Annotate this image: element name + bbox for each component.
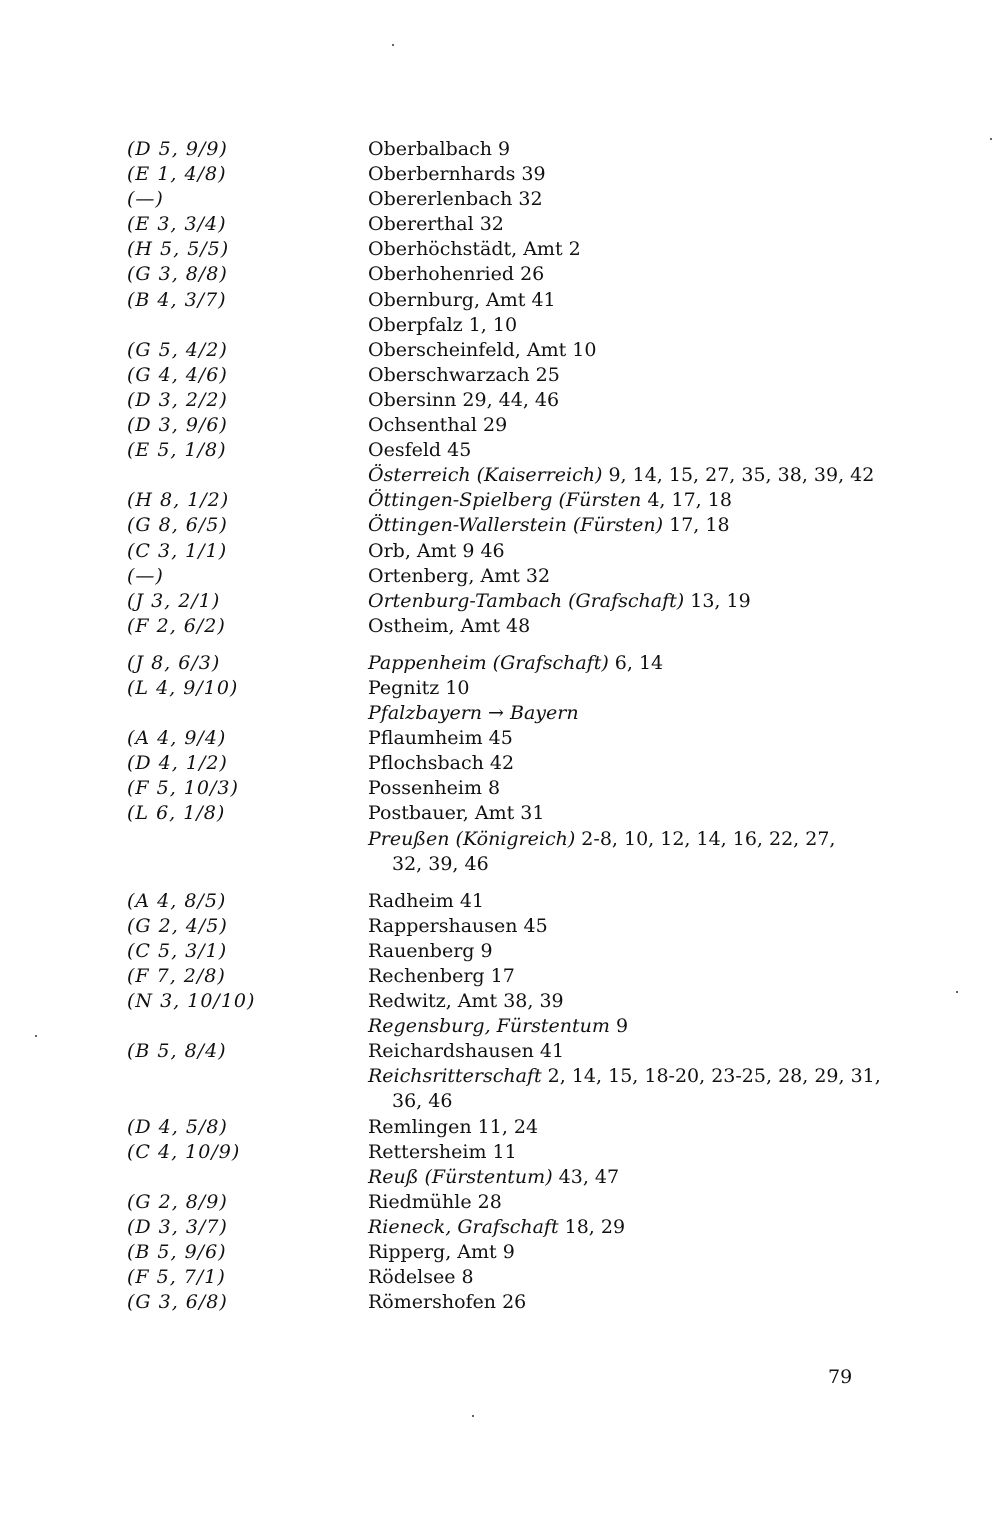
entry-name: Oberscheinfeld, Amt 10 [368, 338, 597, 361]
entry-name [368, 651, 663, 676]
entry-name: Ripperg, Amt 9 [368, 1241, 515, 1264]
entry-page-refs: 4, 17, 18 [641, 489, 732, 512]
index-entry [0, 1064, 1000, 1089]
index-entry [0, 237, 1000, 262]
map-reference: (N 3, 10/10) [127, 990, 256, 1013]
entry-name [368, 463, 874, 488]
index-entry [0, 1115, 1000, 1140]
entry-name: Remlingen 11, 24 [368, 1115, 539, 1138]
map-reference: (G 4, 4/6) [127, 363, 228, 386]
map-reference: (E 3, 3/4) [127, 213, 227, 236]
entry-name-italic: Regensburg, Fürstentum [368, 1015, 610, 1038]
index-entry [0, 889, 1000, 914]
entry-name: Obersinn 29, 44, 46 [368, 388, 560, 411]
entry-name: Oberbernhards 39 [368, 163, 546, 186]
entry-name [368, 488, 732, 513]
map-reference: (G 3, 6/8) [127, 1291, 228, 1314]
index-entry [0, 1165, 1000, 1190]
index-entry [0, 539, 1000, 564]
map-reference: (D 3, 3/7) [127, 1215, 228, 1238]
index-entry [0, 363, 1000, 388]
entry-name-italic: Reuß (Fürstentum) [368, 1165, 553, 1188]
entry-name: Orb, Amt 9 46 [368, 539, 505, 562]
entry-page-refs: 43, 47 [552, 1165, 620, 1188]
entry-page-refs: 9, 14, 15, 27, 35, 38, 39, 42 [602, 464, 875, 487]
map-reference: (B 5, 8/4) [127, 1040, 227, 1063]
index-entry [0, 564, 1000, 589]
index-entry [0, 751, 1000, 776]
entry-name: Ostheim, Amt 48 [368, 614, 531, 637]
entry-page-refs: 2-8, 10, 12, 14, 16, 22, 27, [575, 827, 836, 850]
entry-name [368, 1165, 619, 1190]
entry-name: Oberhöchstädt, Amt 2 [368, 238, 581, 261]
index-entry [0, 651, 1000, 676]
entry-name-italic: Ortenburg-Tambach (Grafschaft) [368, 589, 685, 612]
index-entry [0, 187, 1000, 212]
index-entry [0, 1140, 1000, 1165]
entry-name-italic: Reichsritterschaft [368, 1065, 542, 1088]
index-entry [0, 1014, 1000, 1039]
map-reference: (D 3, 9/6) [127, 414, 228, 437]
index-entry [0, 1290, 1000, 1315]
map-reference: (—) [127, 188, 164, 211]
index-entry [0, 676, 1000, 701]
entry-name: Rödelsee 8 [368, 1266, 474, 1289]
map-reference: (—) [127, 564, 164, 587]
entry-name: Ortenberg, Amt 32 [368, 564, 551, 587]
index-entry [0, 939, 1000, 964]
entry-name: Rechenberg 17 [368, 965, 515, 987]
entry-name: Oberpfalz 1, 10 [368, 313, 518, 336]
entry-name: Pegnitz 10 [368, 676, 470, 699]
entry-name: Riedmühle 28 [368, 1190, 502, 1213]
entry-name [368, 1064, 881, 1089]
map-reference: (J 8, 6/3) [127, 651, 221, 674]
entry-continuation: 36, 46 [392, 1090, 453, 1113]
entry-name-italic: Rieneck, Grafschaft [368, 1215, 559, 1238]
entry-name: Obererlenbach 32 [368, 188, 543, 211]
index-entry [0, 726, 1000, 751]
entry-name-italic: Österreich (Kaiserreich) [368, 464, 603, 487]
map-reference: (L 6, 1/8) [127, 802, 226, 825]
entry-name: Römershofen 26 [368, 1291, 527, 1314]
index-entry [0, 1240, 1000, 1265]
speck-dot [472, 1415, 474, 1417]
index-entry [0, 338, 1000, 363]
speck-dot [392, 44, 394, 46]
entry-name: Obernburg, Amt 41 [368, 288, 556, 311]
map-reference: (C 3, 1/1) [127, 539, 228, 562]
index-entry [0, 776, 1000, 801]
map-reference: (A 4, 8/5) [127, 889, 227, 912]
index-entry [0, 964, 1000, 989]
map-reference: (H 5, 5/5) [127, 238, 230, 261]
entry-page-refs: 2, 14, 15, 18-20, 23-25, 28, 29, 31, [541, 1065, 881, 1088]
entry-name: Obererthal 32 [368, 213, 504, 236]
index-entry [0, 801, 1000, 826]
index-entry [0, 1265, 1000, 1290]
entry-name-italic: Öttingen-Wallerstein (Fürsten) [368, 514, 664, 537]
entry-continuation: 32, 39, 46 [392, 852, 489, 875]
entry-page-refs: 6, 14 [608, 651, 664, 674]
entry-name: Possenheim 8 [368, 777, 501, 800]
entry-name: Rauenberg 9 [368, 939, 493, 962]
index-entry [0, 162, 1000, 187]
map-reference: (D 5, 9/9) [127, 138, 228, 160]
map-reference: (C 5, 3/1) [127, 939, 228, 962]
entry-name: Ochsenthal 29 [368, 414, 508, 437]
entry-name: Pflochsbach 42 [368, 752, 515, 775]
index-entry [0, 1039, 1000, 1064]
index-entry [0, 852, 1000, 877]
map-reference: (F 7, 2/8) [127, 965, 226, 987]
map-reference: (A 4, 9/4) [127, 727, 227, 750]
index-entry [0, 914, 1000, 939]
map-reference: (G 2, 8/9) [127, 1190, 228, 1213]
index-entry [0, 989, 1000, 1014]
map-reference: (C 4, 10/9) [127, 1140, 241, 1163]
entry-name: Redwitz, Amt 38, 39 [368, 990, 564, 1013]
index-entry [0, 388, 1000, 413]
map-reference: (D 4, 5/8) [127, 1115, 228, 1138]
map-reference: (B 4, 3/7) [127, 288, 227, 311]
entry-name: Oesfeld 45 [368, 439, 472, 462]
entry-name: Oberschwarzach 25 [368, 363, 560, 386]
entry-name [368, 1215, 625, 1240]
entry-page-refs: 17, 18 [663, 514, 730, 537]
entry-name: Rettersheim 11 [368, 1140, 517, 1163]
index-entry [0, 701, 1000, 726]
index-entry [0, 1215, 1000, 1240]
map-reference: (L 4, 9/10) [127, 676, 239, 699]
section-gap [0, 877, 1000, 889]
map-reference: (F 5, 7/1) [127, 1266, 226, 1289]
entry-name-italic: Pappenheim (Grafschaft) [368, 651, 609, 674]
section-gap [0, 639, 1000, 651]
entry-name [368, 589, 751, 614]
entry-name [368, 827, 835, 852]
index-entry [0, 614, 1000, 639]
entry-page-refs: 13, 19 [684, 589, 751, 612]
map-reference: (F 5, 10/3) [127, 777, 239, 800]
entry-name [368, 513, 730, 538]
map-reference: (G 8, 6/5) [127, 514, 228, 537]
entry-page-refs: 9 [609, 1015, 629, 1038]
index-entry [0, 827, 1000, 852]
page-number: 79 [828, 1366, 853, 1388]
index-entry [0, 1190, 1000, 1215]
index-entry [0, 589, 1000, 614]
entry-name [368, 1014, 628, 1039]
index-entry [0, 463, 1000, 488]
entry-name-italic: Pfalzbayern → Bayern [368, 702, 579, 725]
map-reference: (E 5, 1/8) [127, 439, 227, 462]
map-reference: (G 5, 4/2) [127, 338, 228, 361]
index-entry [0, 488, 1000, 513]
index-entry [0, 262, 1000, 287]
entry-name: Rappershausen 45 [368, 914, 548, 937]
entry-name: Radheim 41 [368, 889, 485, 912]
entry-name: Reichardshausen 41 [368, 1040, 565, 1063]
map-reference: (E 1, 4/8) [127, 163, 227, 186]
index-entry [0, 212, 1000, 237]
map-reference: (G 3, 8/8) [127, 263, 228, 286]
entry-name-italic: Preußen (Königreich) [368, 827, 576, 850]
map-reference: (D 4, 1/2) [127, 752, 228, 775]
map-reference: (H 8, 1/2) [127, 489, 230, 512]
entry-name: Postbauer, Amt 31 [368, 802, 545, 825]
map-reference: (J 3, 2/1) [127, 589, 221, 612]
entry-name: Oberhohenried 26 [368, 263, 545, 286]
index-entry [0, 413, 1000, 438]
entry-name-italic: Öttingen-Spielberg (Fürsten [368, 489, 642, 512]
index-entry [0, 137, 1000, 162]
map-reference: (B 5, 9/6) [127, 1241, 227, 1264]
index-entries [0, 137, 1000, 1315]
map-reference: (F 2, 6/2) [127, 614, 226, 637]
entry-name [368, 701, 579, 726]
index-entry [0, 513, 1000, 538]
entry-name: Oberbalbach 9 [368, 138, 511, 160]
index-entry [0, 313, 1000, 338]
index-entry [0, 288, 1000, 313]
map-reference: (D 3, 2/2) [127, 388, 228, 411]
index-entry [0, 438, 1000, 463]
map-reference: (G 2, 4/5) [127, 914, 228, 937]
index-entry [0, 1089, 1000, 1114]
entry-page-refs: 18, 29 [558, 1215, 626, 1238]
entry-name: Pflaumheim 45 [368, 727, 513, 750]
